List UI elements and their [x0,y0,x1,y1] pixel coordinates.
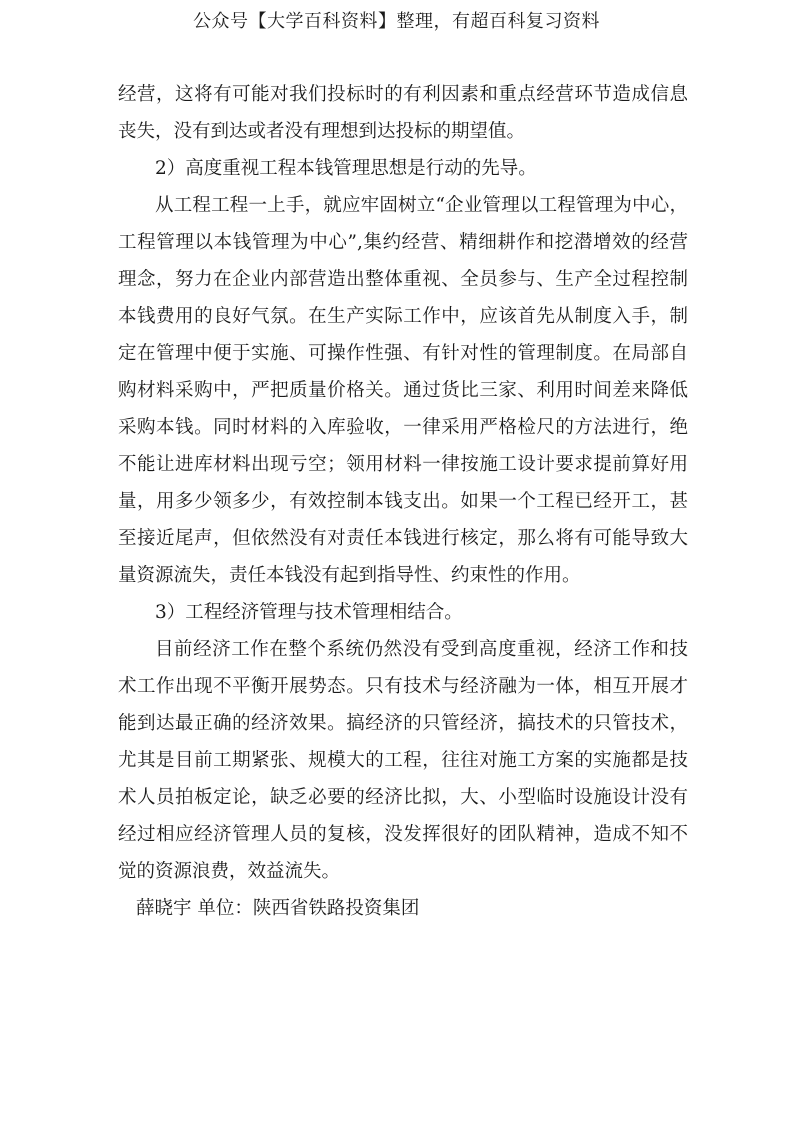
page-header: 公众号【大学百科资料】整理，有超百科复习资料 [193,11,600,32]
author-signature: 薛晓宇 单位：陕西省铁路投资集团 [136,898,420,919]
paragraph-continuation: 经营，这将有可能对我们投标时的有利因素和重点经营环节造成信息丧失，没有到达或者没有理想到达投标的期望值。 [118,84,688,142]
article-body [118,76,688,927]
section-heading-3: 3）工程经济管理与技术管理相结合。 [155,602,463,623]
paragraph-cost-management: 从工程工程一上手，就应牢固树立“企业管理以工程管理为中心，工程管理以本钱管理为中心”,集约经营、精细耕作和挖潜增效的经营理念，努力在企业内部营造出整体重视、全员参与、生产全过程控制本钱费用的良好气氛。在生产实际工作中，应该首先从制度入手，制定在管理中便于实施、可操作性强、有针对性的管理制度。在局部自购材料采购中，严把质量价格关。通过货比三家、利用时间差来降低采购本钱。同时材料的入库验收，一律采用严格检尺的方法进行，绝不能让进库材料出现亏空；领用材料一律按施工设计要求提前算好用量，用多少领多少，有效控制本钱支出。如果一个工程已经开工，甚至接近尾声，但依然没有对责任本钱进行核定，那么将有可能导致大量资源流失，责任本钱没有起到指导性、约束性的作用。 [118,195,688,586]
paragraph-economic-technical: 目前经济工作在整个系统仍然没有受到高度重视，经济工作和技术工作出现不平衡开展势态。只有技术与经济融为一体，相互开展才能到达最正确的经济效果。搞经济的只管经济，搞技术的只管技术，尤其是目前工期紧张、规模大的工程，往往对施工方案的实施都是技术人员拍板定论，缺乏必要的经济比拟，大、小型临时设施设计没有经过相应经济管理人员的复核，没发挥很好的团队精神，造成不知不觉的资源浪费，效益流失。 [118,639,688,882]
section-heading-2: 2）高度重视工程本钱管理思想是行动的先导。 [155,158,537,179]
